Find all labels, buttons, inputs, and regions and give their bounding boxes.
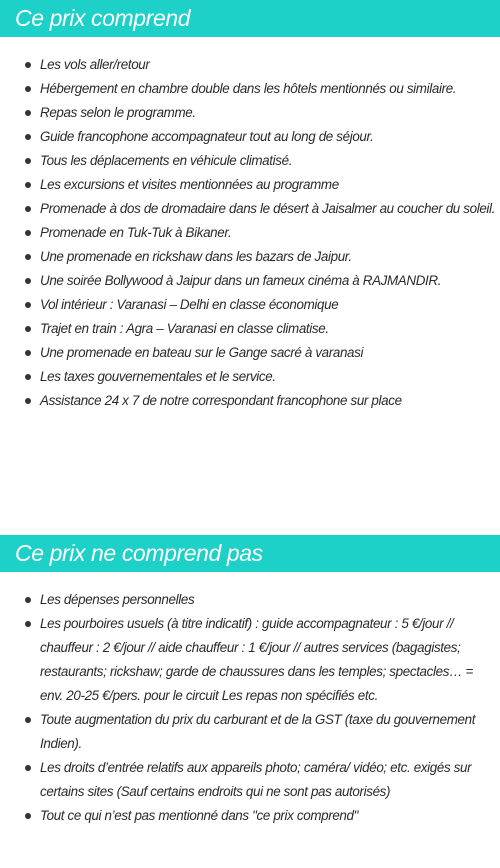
included-item	[40, 365, 500, 389]
excluded-item-text: Les droits d’entrée relatifs aux appareils photo; caméra/ vidéo; etc. exigés sur certains sites (Sauf certains endroits qui ne sont pas autorisés)	[40, 760, 472, 799]
excluded-item-text: Tout ce qui n’est pas mentionné dans "ce prix comprend"	[40, 808, 359, 823]
bullet-icon	[25, 110, 31, 116]
included-item-text: Une promenade en bateau sur le Gange sacré à varanasi	[40, 345, 364, 360]
bullet-icon	[25, 350, 31, 356]
bullet-icon	[25, 813, 31, 819]
bullet-icon	[25, 182, 31, 188]
bullet-icon	[25, 398, 31, 404]
included-item	[40, 149, 500, 173]
excluded-item	[40, 708, 500, 756]
excluded-item	[40, 756, 500, 804]
included-item	[40, 197, 500, 221]
included-item	[40, 317, 500, 341]
included-item-text: Tous les déplacements en véhicule climatisé.	[40, 153, 293, 168]
included-list	[0, 37, 500, 413]
excluded-section	[0, 535, 500, 828]
included-item-text: Les taxes gouvernementales et le service.	[40, 369, 276, 384]
included-item-text: Les vols aller/retour	[40, 57, 150, 72]
included-item-text: Trajet en train : Agra – Varanasi en classe climatise.	[40, 321, 329, 336]
included-item	[40, 221, 500, 245]
included-item	[40, 293, 500, 317]
excluded-header	[0, 535, 500, 572]
included-item-text: Une promenade en rickshaw dans les bazars de Jaipur.	[40, 249, 352, 264]
included-item	[40, 125, 500, 149]
included-item-text: Repas selon le programme.	[40, 105, 196, 120]
included-item	[40, 53, 500, 77]
bullet-icon	[25, 62, 31, 68]
bullet-icon	[25, 86, 31, 92]
included-item-text: Les excursions et visites mentionnées au programme	[40, 177, 339, 192]
included-title: Ce prix comprend	[15, 5, 191, 31]
excluded-item	[40, 588, 500, 612]
excluded-item-text: Les dépenses personnelles	[40, 592, 195, 607]
bullet-icon	[25, 134, 31, 140]
included-item-text: Promenade à dos de dromadaire dans le désert à Jaisalmer au coucher du soleil.	[40, 201, 496, 216]
bullet-icon	[25, 765, 31, 771]
bullet-icon	[25, 206, 31, 212]
included-item	[40, 101, 500, 125]
bullet-icon	[25, 326, 31, 332]
included-item	[40, 269, 500, 293]
included-item-text: Une soirée Bollywood à Jaipur dans un fameux cinéma à RAJMANDIR.	[40, 273, 442, 288]
bullet-icon	[25, 278, 31, 284]
included-item-text: Hébergement en chambre double dans les hôtels mentionnés ou similaire.	[40, 81, 457, 96]
included-section	[0, 0, 500, 413]
included-item	[40, 389, 500, 413]
included-item	[40, 173, 500, 197]
excluded-item	[40, 612, 500, 708]
bullet-icon	[25, 597, 31, 603]
included-item-text: Assistance 24 x 7 de notre correspondant francophone sur place	[40, 393, 402, 408]
bullet-icon	[25, 717, 31, 723]
excluded-title: Ce prix ne comprend pas	[15, 540, 263, 566]
included-header	[0, 0, 500, 37]
included-item	[40, 245, 500, 269]
included-item-text: Vol intérieur : Varanasi – Delhi en classe économique	[40, 297, 339, 312]
included-item	[40, 341, 500, 365]
excluded-list	[0, 572, 500, 828]
bullet-icon	[25, 254, 31, 260]
bullet-icon	[25, 374, 31, 380]
included-item-text: Guide francophone accompagnateur tout au long de séjour.	[40, 129, 374, 144]
included-item	[40, 77, 500, 101]
bullet-icon	[25, 621, 31, 627]
bullet-icon	[25, 158, 31, 164]
excluded-item-text: Les pourboires usuels (à titre indicatif) : guide accompagnateur : 5 €/jour // chauffeur : 2 €/jour // aide chauffeur : 1 €/jour // autres services (bagagistes; restaurants; rickshaw; garde de chaussures dans les temples; spectacles… = env. 20-25 €/pers. pour le circuit Les repas non spécifiés etc.	[40, 616, 473, 703]
bullet-icon	[25, 230, 31, 236]
included-item-text: Promenade en Tuk-Tuk à Bikaner.	[40, 225, 232, 240]
excluded-item-text: Toute augmentation du prix du carburant et de la GST (taxe du gouvernement Indien).	[40, 712, 476, 751]
excluded-item	[40, 804, 500, 828]
bullet-icon	[25, 302, 31, 308]
